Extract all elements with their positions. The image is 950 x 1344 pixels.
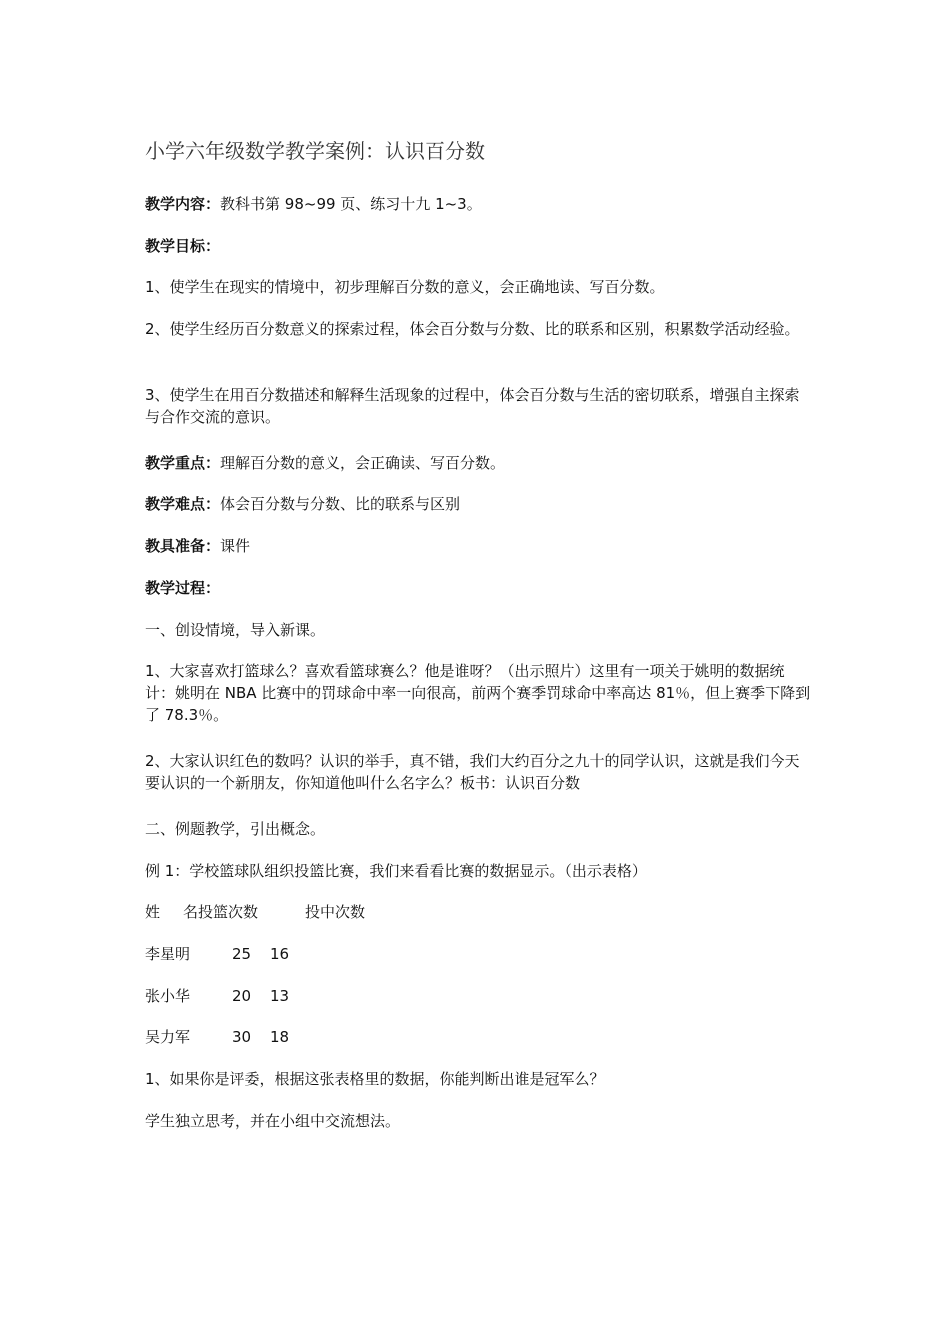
process-heading [145,577,813,599]
teaching-content-text: 教科书第 98~99 页、练习十九 1~3。 [220,195,482,213]
tools-text: 课件 [220,537,251,555]
teaching-goals-heading [145,235,813,257]
paragraph: 2、大家认识红色的数吗？认识的举手，真不错，我们大约百分之九十的同学认识，这就是我们今天要认识的一个新朋友，你知道他叫什么名字么？板书：认识百分数 [145,752,800,792]
goal-item: 1、使学生在现实的情境中，初步理解百分数的意义，会正确地读、写百分数。 [145,278,665,296]
section-heading: 一、创设情境，导入新课。 [145,621,326,639]
tools-label: 教具准备： [145,537,221,555]
key-point [145,452,813,474]
teaching-goals-label: 教学目标： [145,237,221,255]
cell-shots: 25 [232,945,252,963]
cell-name: 吴力军 [145,1028,191,1046]
difficulty [145,493,813,515]
header-cell: 投中次数 [305,903,366,921]
goal-item: 2、使学生经历百分数意义的探索过程，体会百分数与分数、比的联系和区别，积累数学活动经验。 [145,320,800,338]
section-heading: 二、例题教学，引出概念。 [145,820,326,838]
paragraph: 1、大家喜欢打篮球么？喜欢看篮球赛么？他是谁呀？（出示照片）这里有一项关于姚明的数据统计：姚明在 NBA 比赛中的罚球命中率一向很高，前两个赛季罚球命中率高达 81％，但上赛季下降到了 78.3％。 [145,662,811,724]
table-row [145,1026,445,1048]
goal-item: 3、使学生在用百分数描述和解释生活现象的过程中，体会百分数与生活的密切联系，增强自主探索与合作交流的意识。 [145,386,800,426]
table-row [145,943,445,965]
process-label: 教学过程： [145,579,221,597]
teaching-content-label: 教学内容： [145,195,221,213]
cell-name: 李星明 [145,945,191,963]
cell-hits: 13 [270,987,290,1005]
closing-text: 学生独立思考，并在小组中交流想法。 [145,1112,401,1130]
tools [145,535,813,557]
example-text: 例 1：学校篮球队组织投篮比赛，我们来看看比赛的数据显示。（出示表格） [145,862,647,880]
header-cell: 姓 [145,903,161,921]
key-point-text: 理解百分数的意义，会正确读、写百分数。 [220,454,506,472]
cell-hits: 16 [270,945,290,963]
teaching-content [145,193,813,215]
cell-name: 张小华 [145,987,191,1005]
cell-hits: 18 [270,1028,290,1046]
table-header [145,901,445,923]
difficulty-text: 体会百分数与分数、比的联系与区别 [220,495,461,513]
difficulty-label: 教学难点： [145,495,221,513]
cell-shots: 20 [232,987,252,1005]
key-point-label: 教学重点： [145,454,221,472]
question: 1、如果你是评委，根据这张表格里的数据，你能判断出谁是冠军么？ [145,1070,605,1088]
header-cell: 名投篮次数 [183,903,259,921]
cell-shots: 30 [232,1028,252,1046]
table-row [145,985,445,1007]
page-title: 小学六年级数学教学案例：认识百分数 [145,139,485,163]
